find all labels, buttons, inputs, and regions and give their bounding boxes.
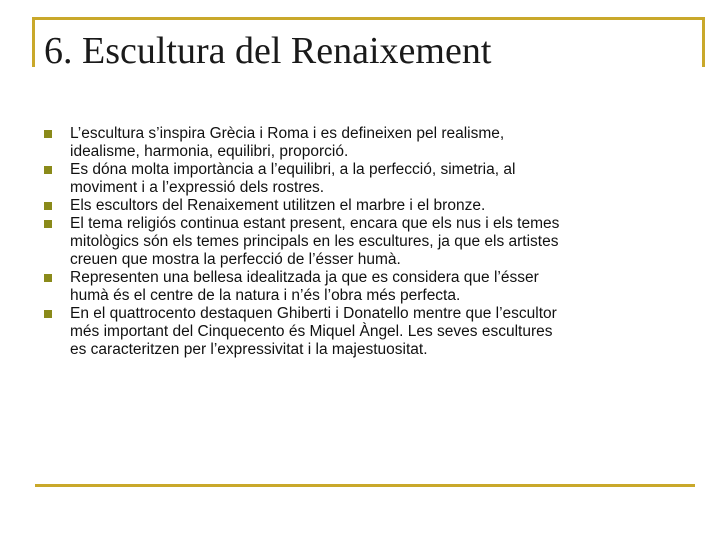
square-bullet-icon (44, 130, 52, 138)
bullet-text (70, 197, 680, 215)
slide-frame-right-border (702, 17, 705, 67)
bullet-text-line: es caracteritzen per l’expressivitat i la majestuositat. (70, 341, 428, 358)
bullet-text (70, 215, 680, 269)
square-bullet-icon (44, 274, 52, 282)
bullet-item (0, 305, 720, 359)
bullet-list (0, 125, 720, 359)
square-bullet-icon (44, 220, 52, 228)
bullet-text-line: més important del Cinquecento és Miquel Àngel. Les seves escultures (70, 323, 553, 340)
bullet-text-line: L’escultura s’inspira Grècia i Roma i es defineixen pel realisme, (70, 125, 505, 142)
bullet-item (0, 215, 720, 269)
bullet-text-line: humà és el centre de la natura i n’és l’obra més perfecta. (70, 287, 461, 304)
slide-frame-bottom-border (35, 484, 695, 487)
slide-title: 6. Escultura del Renaixement (44, 30, 492, 72)
bullet-text (70, 161, 680, 197)
bullet-text (70, 125, 680, 161)
bullet-text-line: creuen que mostra la perfecció de l’ésser humà. (70, 251, 401, 268)
bullet-item (0, 125, 720, 161)
bullet-text-line: Es dóna molta importància a l’equilibri, a la perfecció, simetria, al (70, 161, 516, 178)
bullet-text-line: idealisme, harmonia, equilibri, proporció. (70, 143, 349, 160)
bullet-text-line: En el quattrocento destaquen Ghiberti i Donatello mentre que l’escultor (70, 305, 557, 322)
bullet-item (0, 269, 720, 305)
bullet-text-line: moviment i a l’expressió dels rostres. (70, 179, 325, 196)
bullet-text-line: Els escultors del Renaixement utilitzen el marbre i el bronze. (70, 197, 486, 214)
square-bullet-icon (44, 166, 52, 174)
bullet-item (0, 161, 720, 197)
square-bullet-icon (44, 202, 52, 210)
bullet-text-line: El tema religiós continua estant present, encara que els nus i els temes (70, 215, 560, 232)
slide-frame-top-border (32, 17, 705, 20)
square-bullet-icon (44, 310, 52, 318)
slide-frame-left-border (32, 17, 35, 67)
bullet-text (70, 305, 680, 359)
bullet-text-line: mitològics són els temes principals en les escultures, ja que els artistes (70, 233, 559, 250)
bullet-item (0, 197, 720, 215)
bullet-text-line: Representen una bellesa idealitzada ja que es considera que l’ésser (70, 269, 539, 286)
bullet-text (70, 269, 680, 305)
